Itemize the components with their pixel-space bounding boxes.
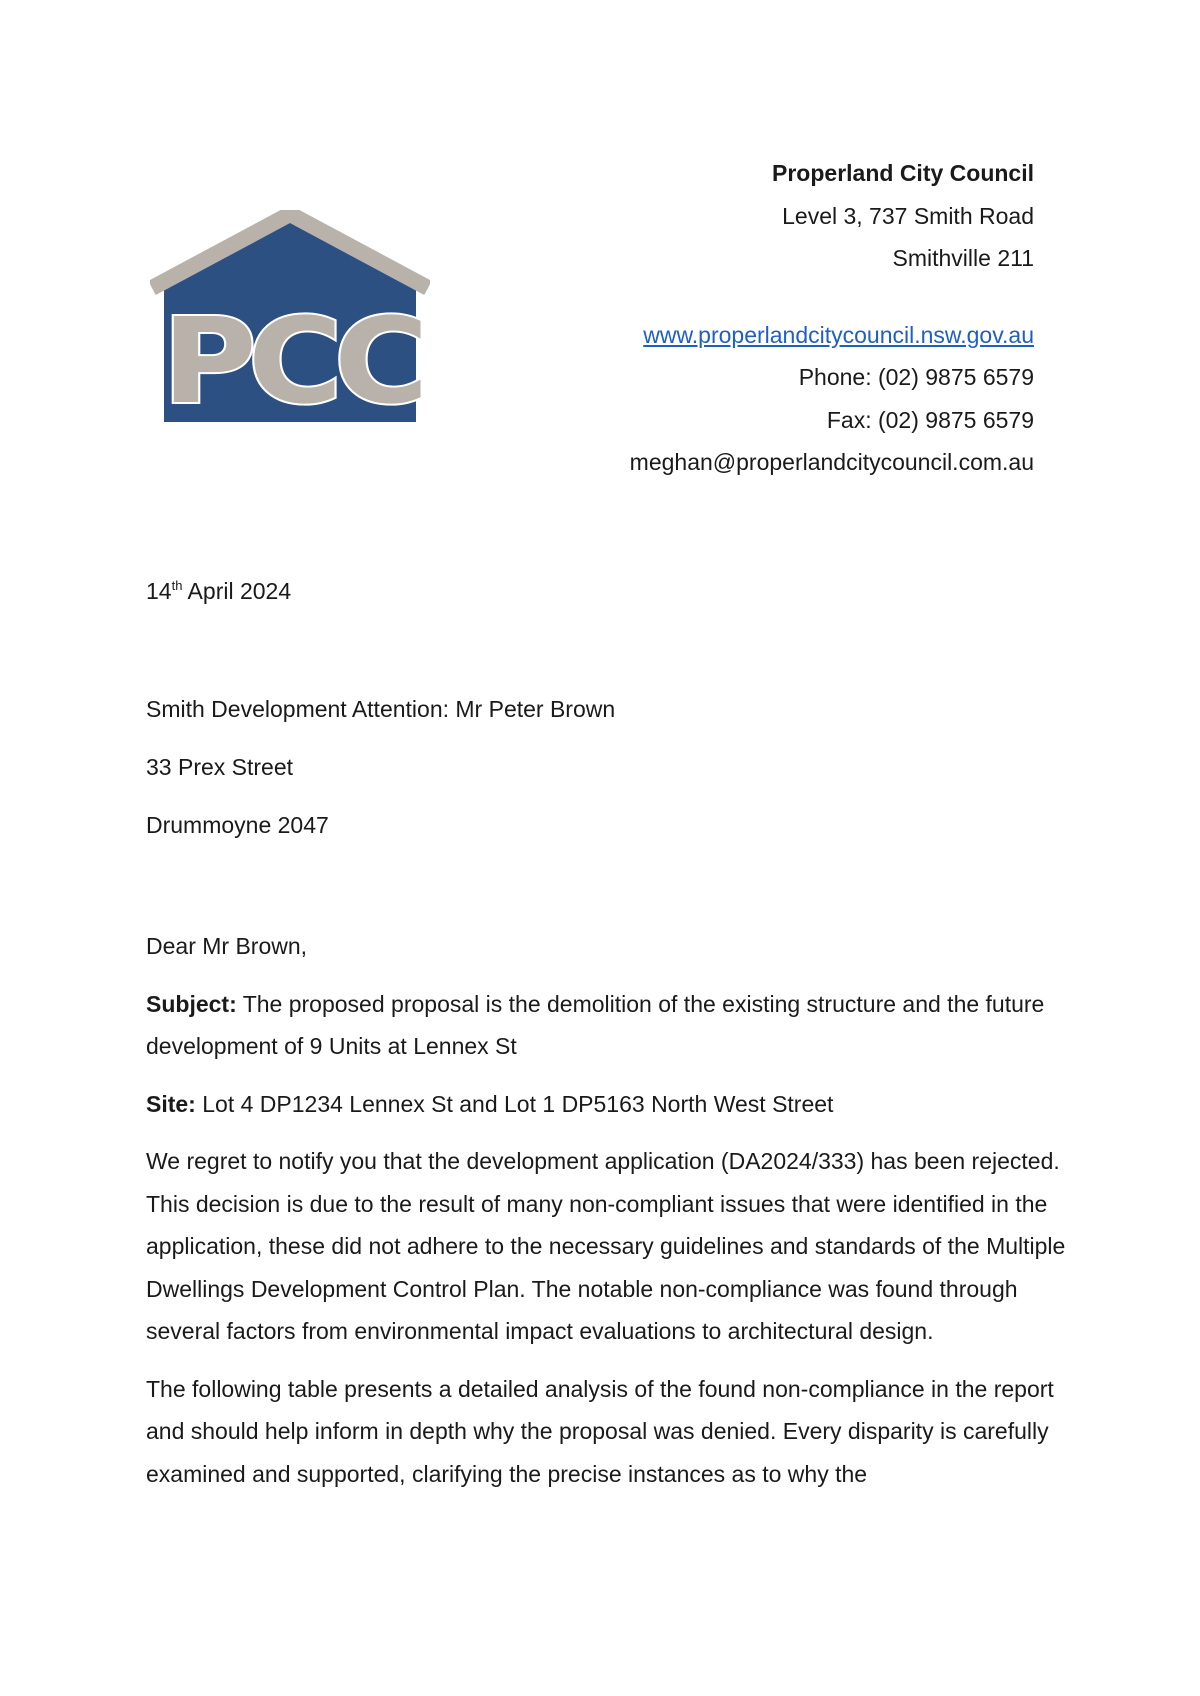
recipient-line3: Drummoyne 2047 xyxy=(146,812,329,838)
recipient-line1: Smith Development Attention: Mr Peter Brown xyxy=(146,696,616,722)
subject-text: The proposed proposal is the demolition of the existing structure and the future development of 9 Units at Lennex St xyxy=(146,990,1045,1059)
sender-fax: Fax: (02) 9875 6579 xyxy=(826,406,1034,433)
letter-body xyxy=(146,925,1066,1510)
subject-paragraph xyxy=(146,983,1066,1068)
salutation: Dear Mr Brown, xyxy=(146,933,308,959)
sender-phone: Phone: (02) 9875 6579 xyxy=(798,364,1034,390)
body-paragraph-2: The following table presents a detailed analysis of the found non-compliance in the report and should help inform in depth why the proposal was denied. Every disparity is carefully examined and supported, clarifying the precise instances as to why the xyxy=(146,1375,1054,1487)
subject-label: Subject: xyxy=(146,990,237,1017)
site-label: Site: xyxy=(146,1090,196,1117)
site-paragraph xyxy=(146,1083,1066,1126)
body-paragraph-1: We regret to notify you that the development application (DA2024/333) has been rejected. This decision is due to the result of many non-compliant issues that were identified in the application, these did not adhere to the necessary guidelines and standards of the Multiple Dwellings Development Control Plan. The notable non-compliance was found through several factors from environmental impact evaluations to architectural design. xyxy=(146,1148,1066,1344)
recipient-block xyxy=(146,692,615,866)
sender-address-line1: Level 3, 737 Smith Road xyxy=(782,202,1034,229)
sender-address-line2: Smithville 211 xyxy=(892,245,1034,271)
date-suffix: th xyxy=(171,578,183,593)
recipient-line2: 33 Prex Street xyxy=(146,754,294,780)
site-text: Lot 4 DP1234 Lennex St and Lot 1 DP5163 North West Street xyxy=(195,1090,834,1117)
sender-website-link[interactable]: www.properlandcitycouncil.nsw.gov.au xyxy=(643,321,1034,348)
logo-text: PCC xyxy=(162,292,422,425)
letter-date xyxy=(146,574,291,608)
pcc-logo-graphic xyxy=(150,210,430,425)
sender-email: meghan@properlandcitycouncil.com.au xyxy=(629,449,1034,475)
date-day: 14 xyxy=(146,578,172,604)
sender-spacer xyxy=(434,280,1034,314)
sender-block xyxy=(434,152,1034,484)
sender-org-name: Properland City Council xyxy=(772,160,1034,186)
date-month-year: April 2024 xyxy=(182,578,292,604)
pcc-logo xyxy=(150,210,430,425)
